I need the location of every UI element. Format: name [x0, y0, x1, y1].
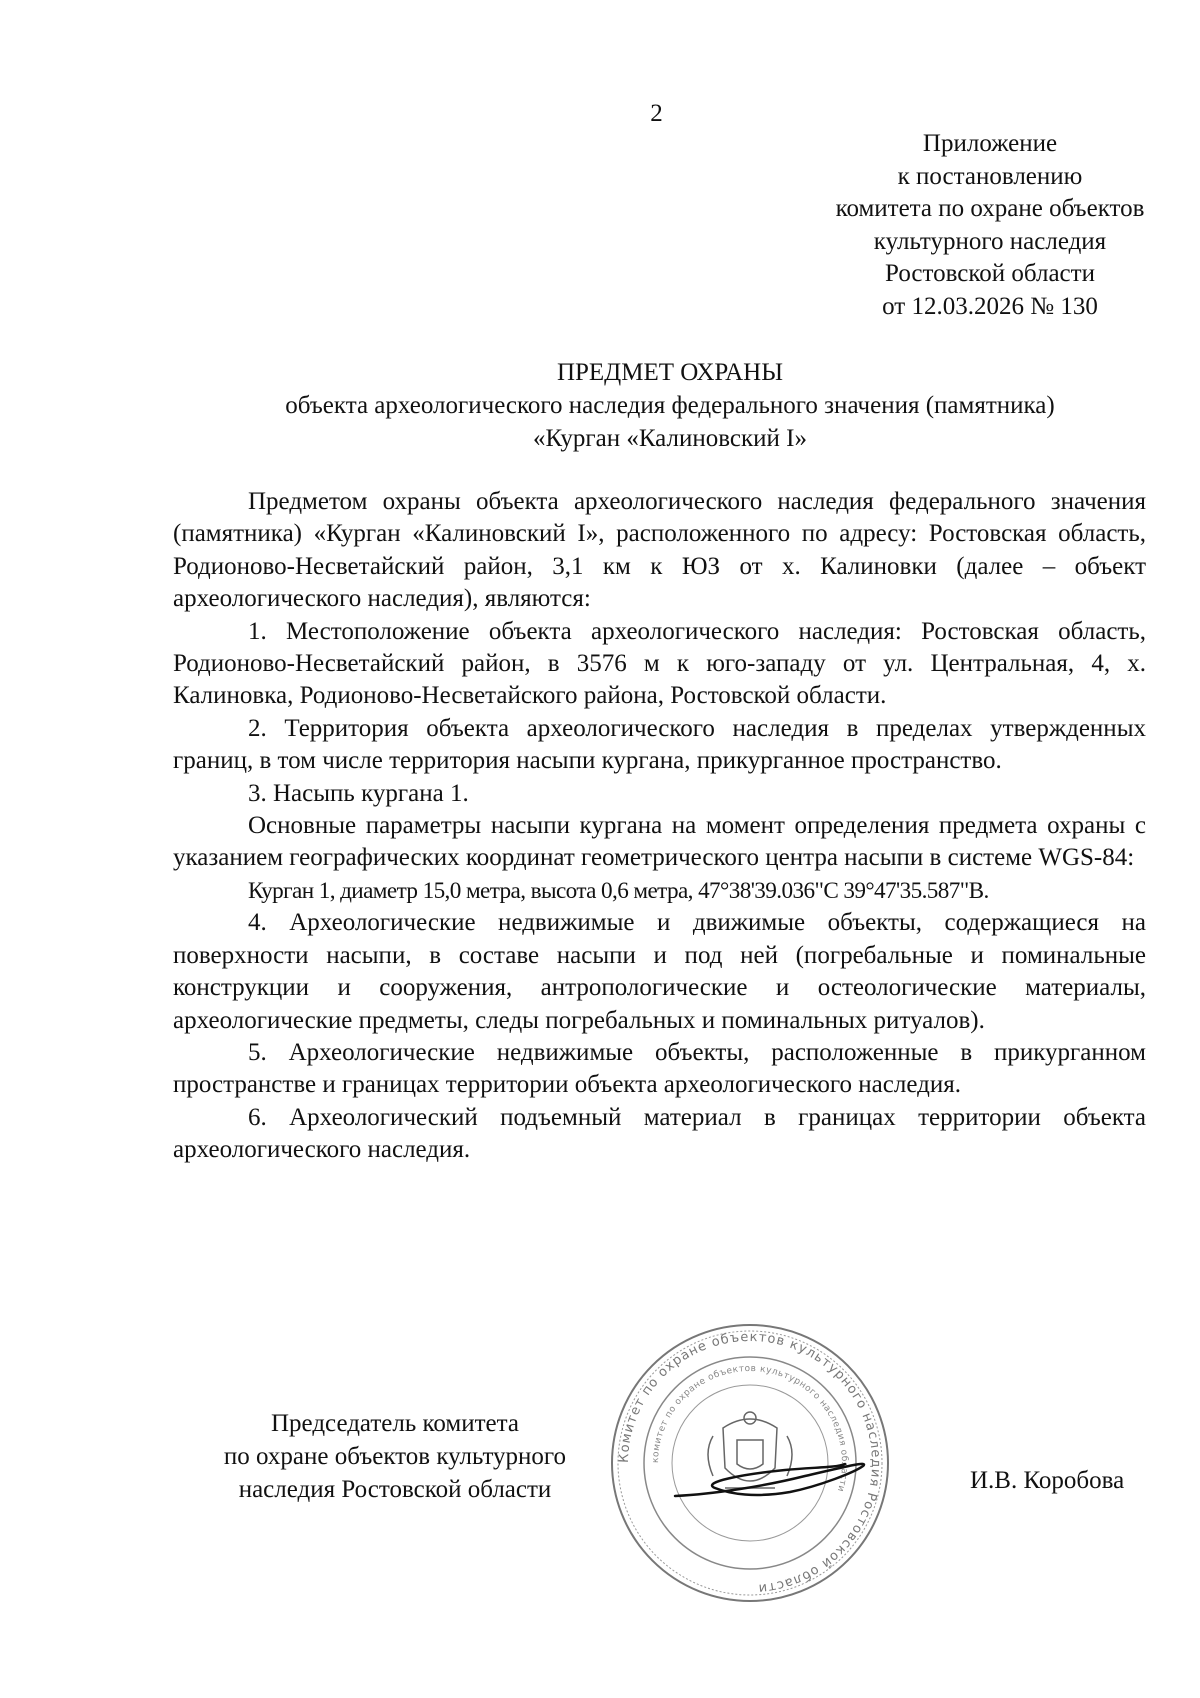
stamp-outer-text: Комитет по охране объектов культурного наследия Ростовской области	[616, 1329, 884, 1596]
title-heading: ПРЕДМЕТ ОХРАНЫ	[556, 359, 784, 386]
item-territory: 2. Территория объекта археологического наследия в пределах утвержденных границ, в том числе территория насыпи кургана, прикурганное пространство.	[173, 714, 1146, 775]
mound-coordinates: Курган 1, диаметр 15,0 метра, высота 0,6 метра, 47°38'39.036"С 39°47'35.587"В.	[248, 877, 989, 904]
appendix-line: комитета по охране объектов	[835, 195, 1145, 222]
document-body	[173, 486, 1146, 1167]
signatory-position-line: Председатель комитета	[271, 1410, 519, 1437]
signatory-position	[190, 1407, 600, 1506]
appendix-line: к постановлению	[897, 162, 1083, 190]
appendix-line: от 12.03.2026 № 130	[882, 292, 1098, 320]
appendix-line: Приложение	[922, 130, 1058, 157]
mound-parameters: Основные параметры насыпи кургана на момент определения предмета охраны с указанием географических координат геометрического центра насыпи в системе WGS-84:	[173, 812, 1146, 872]
handwritten-signature	[675, 1464, 864, 1496]
page-number: 2	[650, 100, 663, 127]
intro-paragraph: Предметом охраны объекта археологического наследия федерального значения (памятника) «Курган «Калиновский I», расположенного по адресу: Ростовская область, Родионово-Несветайский район, 3,1 км к ЮЗ от х. Калиновки (далее – объект археологического наследия), являются:	[173, 488, 1146, 613]
item-surface-material: 6. Археологический подъемный материал в границах территории объекта археологического наследия.	[173, 1103, 1146, 1164]
item-mound: 3. Насыпь кургана 1.	[248, 779, 469, 807]
appendix-header	[740, 128, 1200, 323]
signatory-position-line: по охране объектов культурного	[223, 1443, 567, 1470]
appendix-line: Ростовской области	[885, 260, 1095, 287]
title-subtitle-line2: «Курган «Калиновский I»	[533, 425, 807, 452]
item-archaeological-objects: 4. Археологические недвижимые и движимые объекты, содержащиеся на поверхности насыпи, в составе насыпи и под ней (погребальные и поминальные конструкции и сооружения, антропологические и остеологические материалы, археологические предметы, следы погребальных и поминальных ритуалов).	[173, 909, 1146, 1034]
item-immovable-objects: 5. Археологические недвижимые объекты, расположенные в прикурганном пространстве и границах территории объекта археологического наследия.	[173, 1038, 1146, 1099]
signatory-name: И.В. Коробова	[970, 1467, 1125, 1494]
coat-of-arms-emblem	[708, 1412, 792, 1488]
title-subtitle-line1: объекта археологического наследия федерального значения (памятника)	[285, 392, 1055, 419]
item-location: 1. Местоположение объекта археологического наследия: Ростовская область, Родионово-Несветайский район, в 3576 м к юго-западу от ул. Центральная, 4, х. Калиновка, Родионово-Несветайского района, Ростовской области.	[173, 617, 1146, 710]
stamp-inner-text: комитет по охране объектов культурного наследия области	[650, 1363, 850, 1494]
signatory-position-line: наследия Ростовской области	[238, 1476, 552, 1503]
official-seal-stamp	[605, 1318, 895, 1608]
document-title	[120, 356, 1200, 455]
appendix-line: культурного наследия	[873, 227, 1107, 255]
